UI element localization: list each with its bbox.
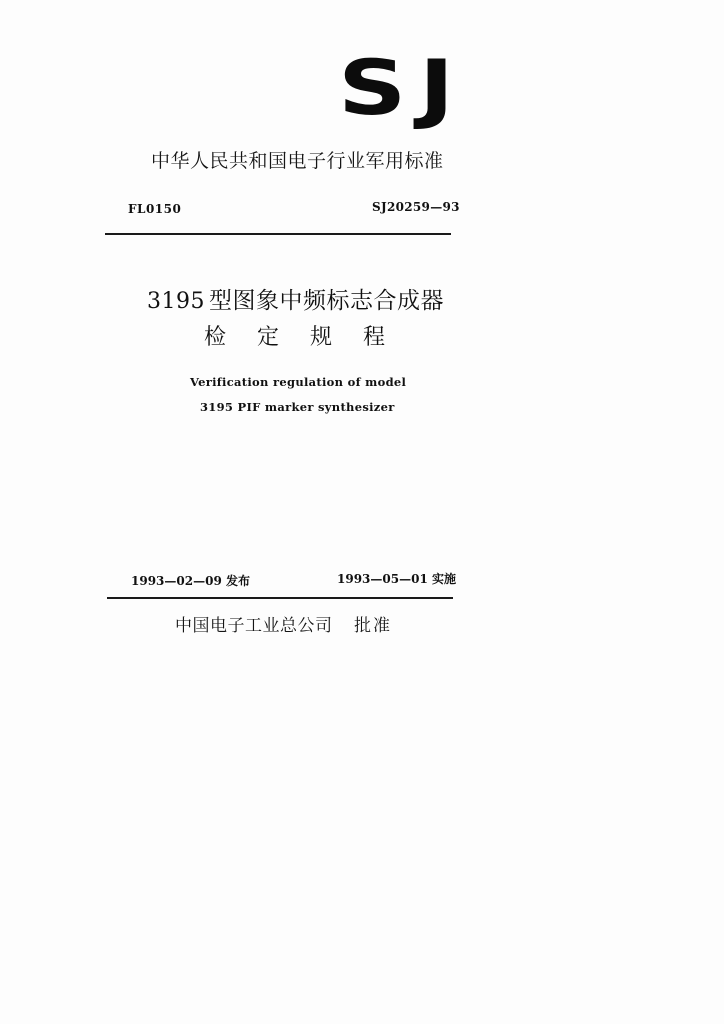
approving-organization: 中国电子工业总公司 bbox=[175, 616, 333, 636]
approval-label: 批准 bbox=[354, 616, 392, 636]
document-title-english-line2: 3195 PIF marker synthesizer bbox=[200, 400, 395, 414]
implementation-date: 1993—05—01 实施 bbox=[337, 572, 456, 586]
top-divider bbox=[105, 233, 451, 235]
document-subtitle-chinese: 检 定 规 程 bbox=[204, 325, 397, 350]
model-number: 3195 bbox=[147, 289, 205, 314]
classification-code: FL0150 bbox=[128, 202, 182, 216]
standard-organization: 中华人民共和国电子行业军用标准 bbox=[151, 150, 444, 172]
bottom-divider bbox=[107, 597, 453, 599]
document-title-chinese bbox=[147, 282, 444, 315]
standard-number: SJ20259—93 bbox=[372, 200, 460, 214]
document-title-english-line1: Verification regulation of model bbox=[190, 375, 407, 389]
issue-date: 1993—02—09 发布 bbox=[131, 574, 250, 588]
sj-logo: SJ bbox=[338, 43, 467, 132]
title-cn-text: 型图象中频标志合成器 bbox=[209, 288, 444, 314]
